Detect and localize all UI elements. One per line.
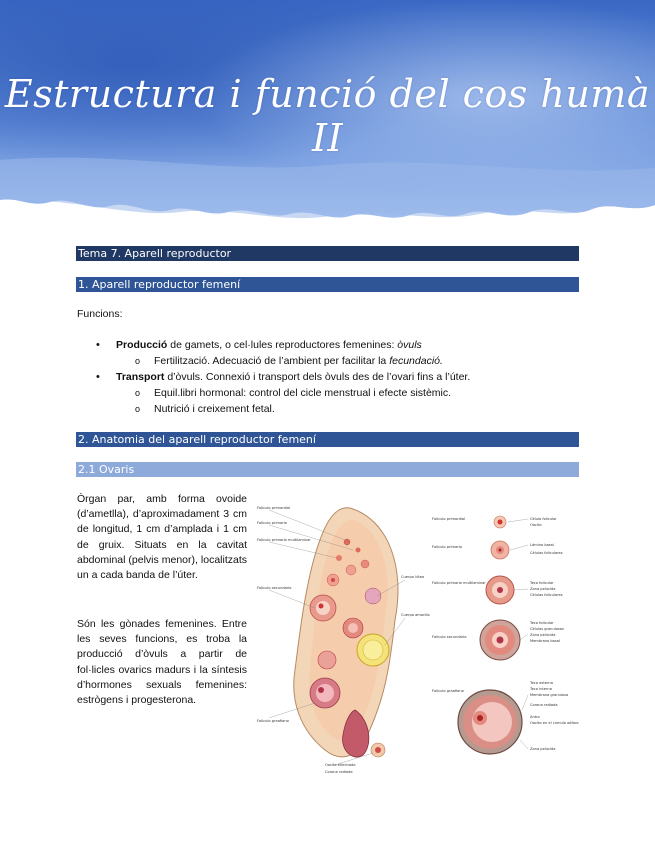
stage-name: Folículo primordial: [432, 517, 466, 521]
stage-label: Zona pelúcida: [530, 633, 556, 637]
bullet-dot: •: [96, 339, 100, 351]
bullet-dot: •: [96, 371, 100, 383]
stage-name: Folículo secundario: [432, 635, 467, 639]
list-item-italic: òvuls: [397, 339, 422, 351]
stage-label: Teca folicular: [530, 581, 554, 585]
stage-label: Corona radiada: [530, 703, 558, 707]
list-item-text: de gamets, o cel·lules reproductores femenines:: [167, 339, 398, 351]
stage-label: Células foliculares: [530, 551, 563, 555]
sub-bullet-circle: o: [135, 404, 141, 414]
fig-label: Folículo secundario: [257, 586, 292, 590]
ovary-illustration: [255, 500, 430, 780]
stage-name: Folículo primario: [432, 545, 462, 549]
list-item-bold: Producció: [116, 339, 168, 351]
page-title: Estructura i funció del cos humà II: [4, 72, 651, 160]
topic-heading: Tema 7. Aparell reproductor: [76, 246, 579, 261]
stage-label: Célula folicular: [530, 517, 557, 521]
sub-bullet-circle: o: [135, 356, 141, 366]
list-item-text: Fertilització. Adecuació de l’ambient per facilitar la: [154, 355, 390, 367]
fig-label: Folículo primario multilaminar: [257, 538, 311, 542]
stage-label: Oocito en el cúmulo oóforo: [530, 721, 579, 725]
fig-label: Oocito eliminado: [325, 763, 356, 767]
stage-label: Oocito: [530, 523, 542, 527]
stage-label: Lámina basal: [530, 543, 554, 547]
header-banner: [0, 0, 655, 235]
ovary-diagram: [255, 500, 430, 780]
stage-name: Folículo primario multilaminar: [432, 581, 486, 585]
list-item: [116, 338, 422, 353]
subsection-heading-ovaris: 2.1 Ovaris: [76, 462, 579, 477]
ovaris-paragraph-2: Són les gònades femenines. Entre les seves funcions, es troba la producció d’òvuls a partir de fol·licles ovarics madurs i la síntesis d’hormones sexuals femenines: estrògens i progesterona.: [77, 618, 247, 707]
follicle-stages-illustration: [430, 510, 580, 770]
ovaris-paragraph-1: Òrgan par, amb forma ovoide (d’ametlla), d’aproximadament 3 cm de longitud, 1 cm d’amplada i 1 cm de gruix. Situats en la cavitat abdominal (pelvis menor), localitzats un a cada banda de l’úter.: [77, 493, 247, 582]
fig-label: Cuerpo amarillo: [401, 613, 430, 617]
fig-label: Folículo primario: [257, 521, 287, 525]
stage-label: Células granulosas: [530, 627, 564, 631]
list-item-italic: fecundació.: [389, 355, 443, 367]
list-item-text: d’òvuls. Connexió i transport dels òvuls des de l’ovari fins a l’úter.: [164, 371, 471, 383]
list-item-bold: Transport: [116, 371, 165, 383]
stage-label: Zona pelúcida: [530, 747, 556, 751]
stage-label: Membrana granulosa: [530, 693, 569, 697]
follicle-stages-diagram: [430, 510, 580, 770]
stage-name: Folículo graafiano: [432, 689, 464, 693]
stage-label: Teca interna: [530, 687, 552, 691]
stage-label: Membrana basal: [530, 639, 560, 643]
fig-label: Cuerpo lúteo: [401, 575, 425, 579]
stage-label: Zona pelúcida: [530, 587, 556, 591]
funcions-label: Funcions:: [77, 308, 123, 320]
stage-label: Teca folicular: [530, 621, 554, 625]
list-item: [154, 354, 443, 369]
section-heading-1: 1. Aparell reproductor femení: [76, 277, 579, 292]
list-item: Nutrició i creixement fetal.: [154, 403, 275, 415]
fig-label: Folículo primordial: [257, 506, 291, 510]
list-item: Equil.libri hormonal: control del cicle menstrual i efecte sistèmic.: [154, 387, 452, 399]
fig-label: Corona radiada: [325, 770, 353, 774]
fig-label: Folículo graafiano: [257, 719, 289, 723]
sub-bullet-circle: o: [135, 388, 141, 398]
stage-label: Antro: [530, 715, 540, 719]
section-heading-2: 2. Anatomia del aparell reproductor femení: [76, 432, 579, 447]
stage-label: Teca externa: [530, 681, 553, 685]
stage-label: Células foliculares: [530, 593, 563, 597]
list-item: [116, 370, 470, 385]
